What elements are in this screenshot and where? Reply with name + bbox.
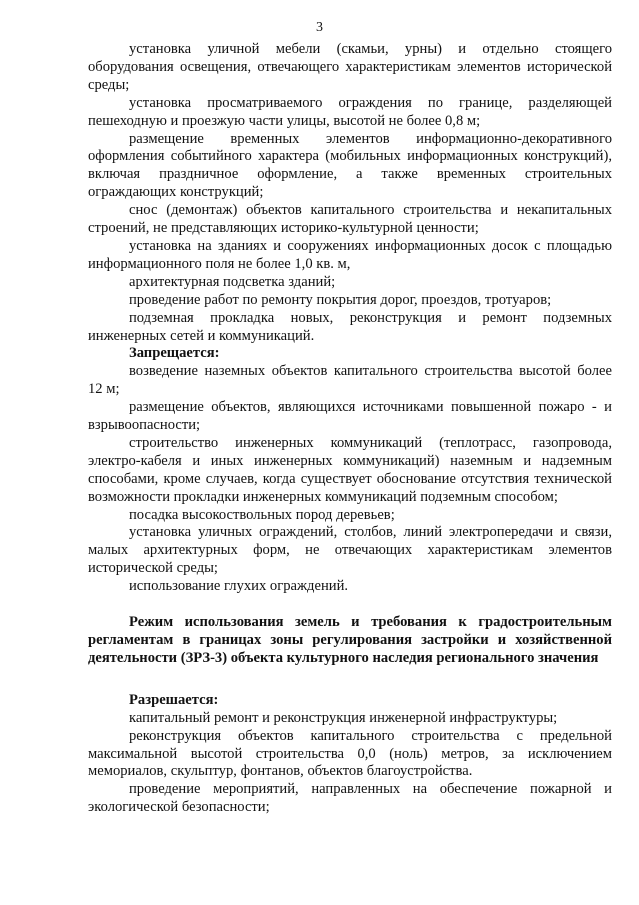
page-number: 3 [316,20,323,35]
document-body [88,41,612,817]
list-item: подземная прокладка новых, реконструкция и ремонт подземных инженерных сетей и коммуникаций. [88,309,612,344]
list-item: архитектурная подсветка зданий; [129,273,336,290]
list-item: установка просматриваемого ограждения по границе, разделяющей пешеходную и проезжую части улицы, высотой не более 0,8 м; [88,94,612,129]
allowed-label: Разрешается: [129,691,219,708]
list-item: установка уличных ограждений, столбов, линий электропередачи и связи, малых архитектурных форм, не отвечающих характеристикам элементов исторической среды; [88,524,612,577]
list-item: возведение наземных объектов капитального строительства высотой более 12 м; [88,363,612,398]
list-item: снос (демонтаж) объектов капитального строительства и некапитальных строений, не представляющих историко-культурной ценности; [88,202,612,237]
list-item: установка уличной мебели (скамьи, урны) и отдельно стоящего оборудования освещения, отвечающего характеристикам элементов исторической среды; [88,41,612,93]
list-item: реконструкция объектов капитального строительства с предельной максимальной высотой строительства 0,0 (ноль) метров, за исключением мемориалов, скульптур, фонтанов, объектов благоустройства. [88,727,612,780]
list-item: установка на зданиях и сооружениях информационных досок с площадью информационного поля не более 1,0 кв. м, [88,237,612,272]
list-item: строительство инженерных коммуникаций (теплотрасс, газопровода, электро-кабеля и иных инженерных коммуникаций) наземным и надземным способами, кроме случаев, когда существует обоснование отсутствия технической возможности прокладки инженерных коммуникаций подземным способом; [88,434,612,505]
prohibited-label: Запрещается: [129,345,220,362]
list-item: использование глухих ограждений. [129,578,349,595]
spacer [88,668,612,692]
list-item: размещение временных элементов информационно-декоративного оформления событийного характера (мобильных информационных конструкций), включая праздничное оформление, а также временных строительных ограждающих конструкций; [88,130,612,201]
list-item: посадка высокоствольных пород деревьев; [129,506,395,523]
list-item: проведение работ по ремонту покрытия дорог, проездов, тротуаров; [129,291,552,308]
list-item: капитальный ремонт и реконструкция инженерной инфраструктуры; [129,709,558,726]
list-item: проведение мероприятий, направленных на обеспечение пожарной и экологической безопасности; [88,781,612,816]
list-item: размещение объектов, являющихся источниками повышенной пожаро - и взрывоопасности; [88,399,612,434]
section-heading: Режим использования земель и требования к градостроительным регламентам в границах зоны регулирования застройки и хозяйственной деятельности (ЗРЗ-3) объекта культурного наследия регионального значения [88,614,612,666]
